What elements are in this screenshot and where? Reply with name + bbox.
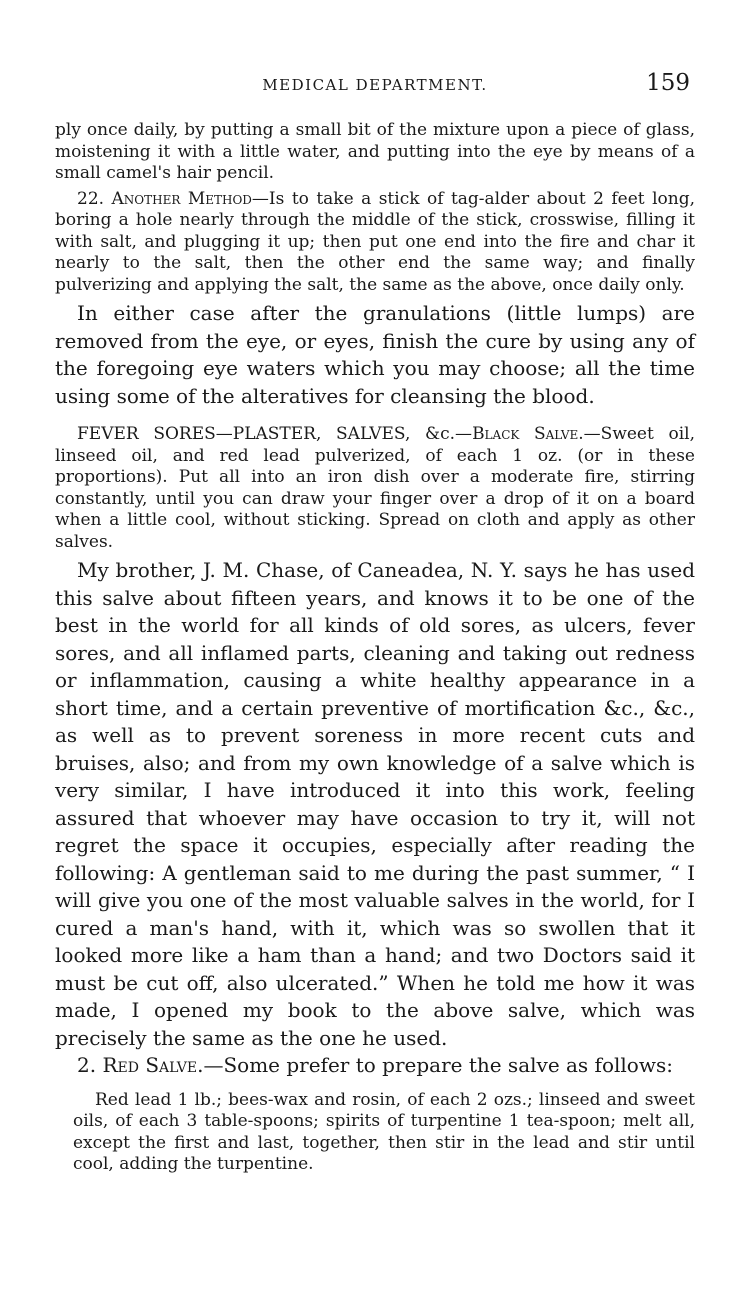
recipe-title: Red Salve. xyxy=(102,1053,204,1077)
paragraph-either-case xyxy=(55,300,695,410)
paragraph-fever-sores xyxy=(55,424,695,553)
paragraph-testimonial xyxy=(55,557,695,1052)
paragraph-text: ply once daily, by putting a small bit of the mixture upon a piece of glass, moistening it with a little water, and putting into the eye by means of a small camel's hair pencil. xyxy=(55,120,695,183)
paragraph-text: My brother, J. M. Chase, of Caneadea, N. Y. says he has used this salve about fifteen years, and knows it to be one of the best in the world for all kinds of old sores, as ulcers, fever sores, and all inflamed parts, cleaning and taking out redness or inflammation, causing a white healthy appearance in a short time, and a certain preventive of mortification &c., &c., as well as to prevent soreness in more recent cuts and bruises, also; and from my own knowledge of a salve which is very similar, I have introduced it into this work, feeling assured that whoever may have occasion to try it, will not regret the space it occupies, especially after reading the following: A gentleman said to me during the past summer, “ I will give you one of the most valuable salves in the world, for I cured a man's hand, with it, which was so swollen that it looked more like a ham than a hand; and two Doctors said it must be cut off, also ulcerated.” When he told me how it was made, I opened my book to the above salve, which was precisely the same as the one he used. xyxy=(55,558,695,1050)
paragraph-text: —Is to take a stick of tag-alder about 2 feet long, boring a hole nearly through the middle of the stick, crosswise, filling it with salt, and plugging it up; then put one end into the fire and char it nearly to the salt, then the other end the same way; and finally pulverizing and applying the salt, the same as the above, once daily only. xyxy=(55,188,695,295)
paragraph-text: —Some prefer to prepare the salve as follows: xyxy=(203,1053,673,1077)
page-body xyxy=(55,120,695,1176)
paragraph-text: Red lead 1 lb.; bees-wax and rosin, of each 2 ozs.; linseed and sweet oils, of each 3 table-spoons; spirits of turpentine 1 tea-spoon; melt all, except the first and last, together, then stir in the lead and stir until cool, adding the turpentine. xyxy=(73,1089,695,1174)
page-header xyxy=(60,70,690,100)
paragraph-text: In either case after the granulations (little lumps) are removed from the eye, or eyes, finish the cure by using any of the foregoing eye waters which you may choose; all the time using some of the alteratives for cleansing the blood. xyxy=(55,301,695,408)
paragraph-label: 22. Another Method xyxy=(77,188,252,209)
paragraph-text: —Sweet oil, linseed oil, and red lead pulverized, of each 1 oz. (or in these proportions). Put all into an iron dish over a moderate fire, stirring constantly, until you can draw your finger over a drop of it on a board when a little cool, without sticking. Spread on cloth and apply as other salves. xyxy=(55,424,695,552)
page-number: 159 xyxy=(646,70,690,96)
recipe-title: Black Salve. xyxy=(472,424,584,444)
paragraph-recipe xyxy=(55,1090,695,1176)
running-head: MEDICAL DEPARTMENT. xyxy=(262,76,488,94)
paragraph-another-method xyxy=(55,189,695,297)
section-heading: FEVER SORES—PLASTER, SALVES, &c.— xyxy=(77,424,473,444)
paragraph-red-salve xyxy=(55,1052,695,1080)
paragraph-continued xyxy=(55,120,695,185)
paragraph-number: 2. xyxy=(77,1053,97,1077)
